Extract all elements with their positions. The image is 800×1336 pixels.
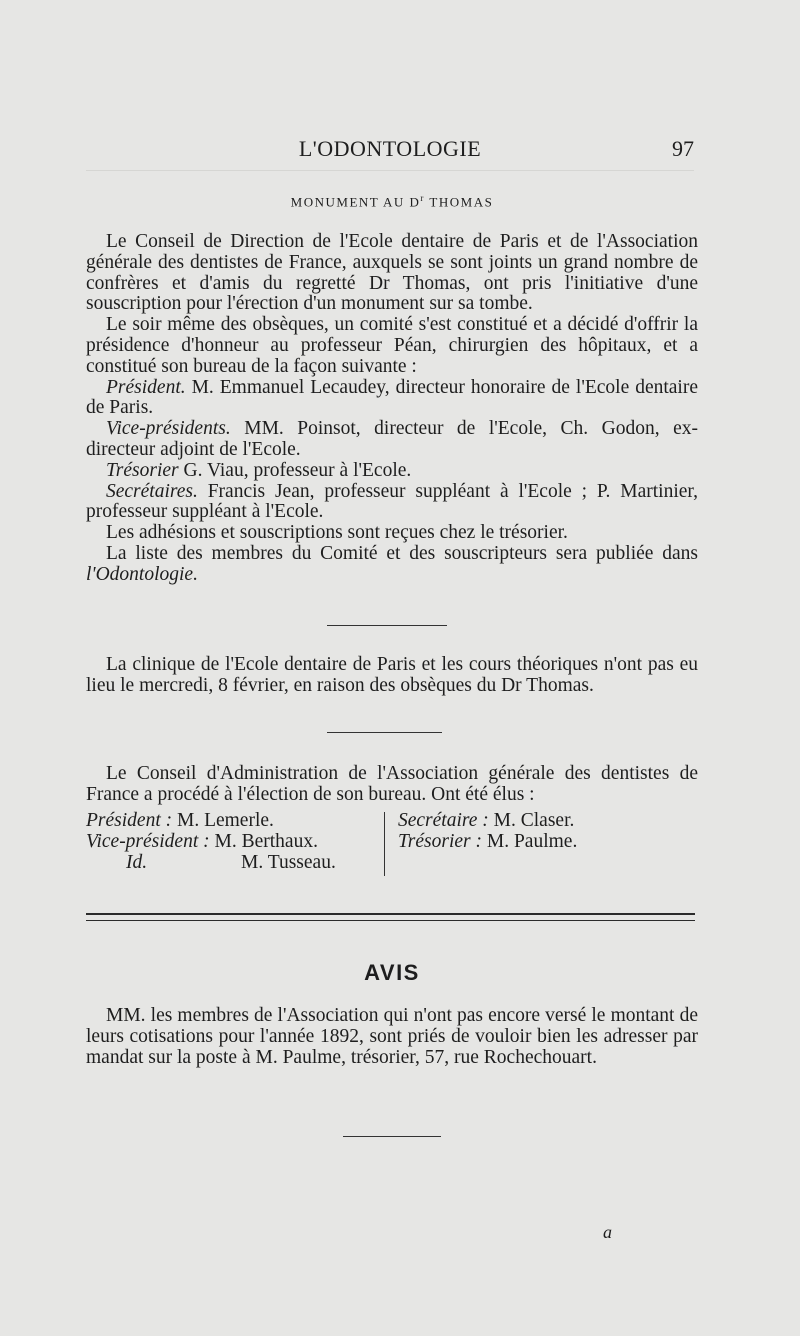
page-number: 97 xyxy=(672,136,694,161)
monument-text xyxy=(86,232,698,586)
page-header xyxy=(86,136,694,171)
bureau-label: Trésorier : xyxy=(398,831,482,852)
tresorier-paragraph xyxy=(86,461,698,482)
bureau-entry xyxy=(398,831,698,852)
liste-paragraph xyxy=(86,544,698,586)
section-divider-2 xyxy=(327,732,442,733)
section-divider-1 xyxy=(327,625,447,626)
heading-prefix: MONUMENT AU D xyxy=(290,194,421,210)
bureau-list xyxy=(86,810,698,876)
bureau-name: M. Berthaux. xyxy=(209,831,318,852)
section-heading-monument xyxy=(86,193,698,210)
bureau-name: M. Tusseau. xyxy=(241,852,336,873)
clinique-paragraph: La clinique de l'Ecole dentaire de Paris et les cours théoriques n'ont pas eu lieu le mercredi, 8 février, en raison des obsèques du Dr Thomas. xyxy=(86,654,698,696)
president-text: M. Emmanuel Lecaudey, directeur honoraire de l'Ecole dentaire de Paris. xyxy=(86,376,698,419)
vice-presidents-label: Vice-présidents. xyxy=(106,418,231,440)
bureau-right-column xyxy=(398,810,698,852)
avis-heading: AVIS xyxy=(364,960,420,985)
liste-text: La liste des membres du Comité et des souscripteurs sera publiée dans xyxy=(106,542,698,564)
bureau-name: M. Paulme. xyxy=(481,831,578,852)
bureau-label: Id. xyxy=(126,852,148,873)
bureau-label: Secrétaire : xyxy=(398,810,489,831)
heading-suffix: THOMAS xyxy=(424,194,494,210)
bureau-name: M. Claser. xyxy=(488,810,575,831)
bureau-divider xyxy=(384,812,385,876)
running-title: L'ODONTOLOGIE xyxy=(298,136,482,161)
secretaires-text: Francis Jean, professeur suppléant à l'Ecole ; P. Martinier, professeur suppléant à l'Ecole. xyxy=(86,480,698,523)
conseil-text xyxy=(86,764,698,806)
odontologie-italic: l'Odontologie. xyxy=(86,563,198,585)
bureau-entry xyxy=(86,852,376,873)
adhesions-paragraph: Les adhésions et souscriptions sont reçues chez le trésorier. xyxy=(106,522,568,544)
monument-paragraph-1: Le Conseil de Direction de l'Ecole dentaire de Paris et de l'Association générale des dentistes de France, auxquels se sont joints un grand nombre de confrères et d'amis du regretté Dr Thomas, ont pris l'initiative d'une souscription pour l'érection d'un monument sur sa tombe. xyxy=(86,231,698,315)
vice-presidents-text: MM. Poinsot, directeur de l'Ecole, Ch. Godon, ex-directeur adjoint de l'Ecole. xyxy=(86,418,698,460)
bureau-name: M. Lemerle. xyxy=(172,810,274,831)
section-divider-3 xyxy=(343,1136,441,1137)
bureau-label: Président : xyxy=(86,810,173,831)
monument-paragraph-2: Le soir même des obsèques, un comité s'est constitué et a décidé d'offrir la présidence d'honneur au professeur Péan, chirurgien des hôpitaux, et a constitué son bureau de la façon suivante : xyxy=(86,314,698,377)
bureau-left-column xyxy=(86,810,376,873)
heading-sup: r xyxy=(420,193,425,203)
secretaires-paragraph xyxy=(86,482,698,524)
tresorier-text: G. Viau, professeur à l'Ecole. xyxy=(178,459,412,481)
double-rule-divider xyxy=(86,913,695,921)
signature-mark: a xyxy=(603,1222,612,1242)
bureau-entry xyxy=(86,831,376,852)
vice-presidents-paragraph xyxy=(86,419,698,461)
president-label: Président. xyxy=(106,376,186,398)
avis-text xyxy=(86,1006,698,1068)
clinique-text xyxy=(86,655,698,697)
tresorier-label: Trésorier xyxy=(106,459,179,481)
bureau-label: Vice-président : xyxy=(86,831,210,852)
bureau-entry xyxy=(398,810,698,831)
bureau-entry xyxy=(86,810,376,831)
president-paragraph xyxy=(86,378,698,420)
secretaires-label: Secrétaires. xyxy=(106,480,198,502)
avis-paragraph: MM. les membres de l'Association qui n'ont pas encore versé le montant de leurs cotisations pour l'année 1892, sont priés de vouloir bien les adresser par mandat sur la poste à M. Paulme, trésorier, 57, rue Rochechouart. xyxy=(86,1005,698,1068)
conseil-intro-paragraph: Le Conseil d'Administration de l'Association générale des dentistes de France a procédé à l'élection de son bureau. Ont été élus : xyxy=(86,763,698,805)
